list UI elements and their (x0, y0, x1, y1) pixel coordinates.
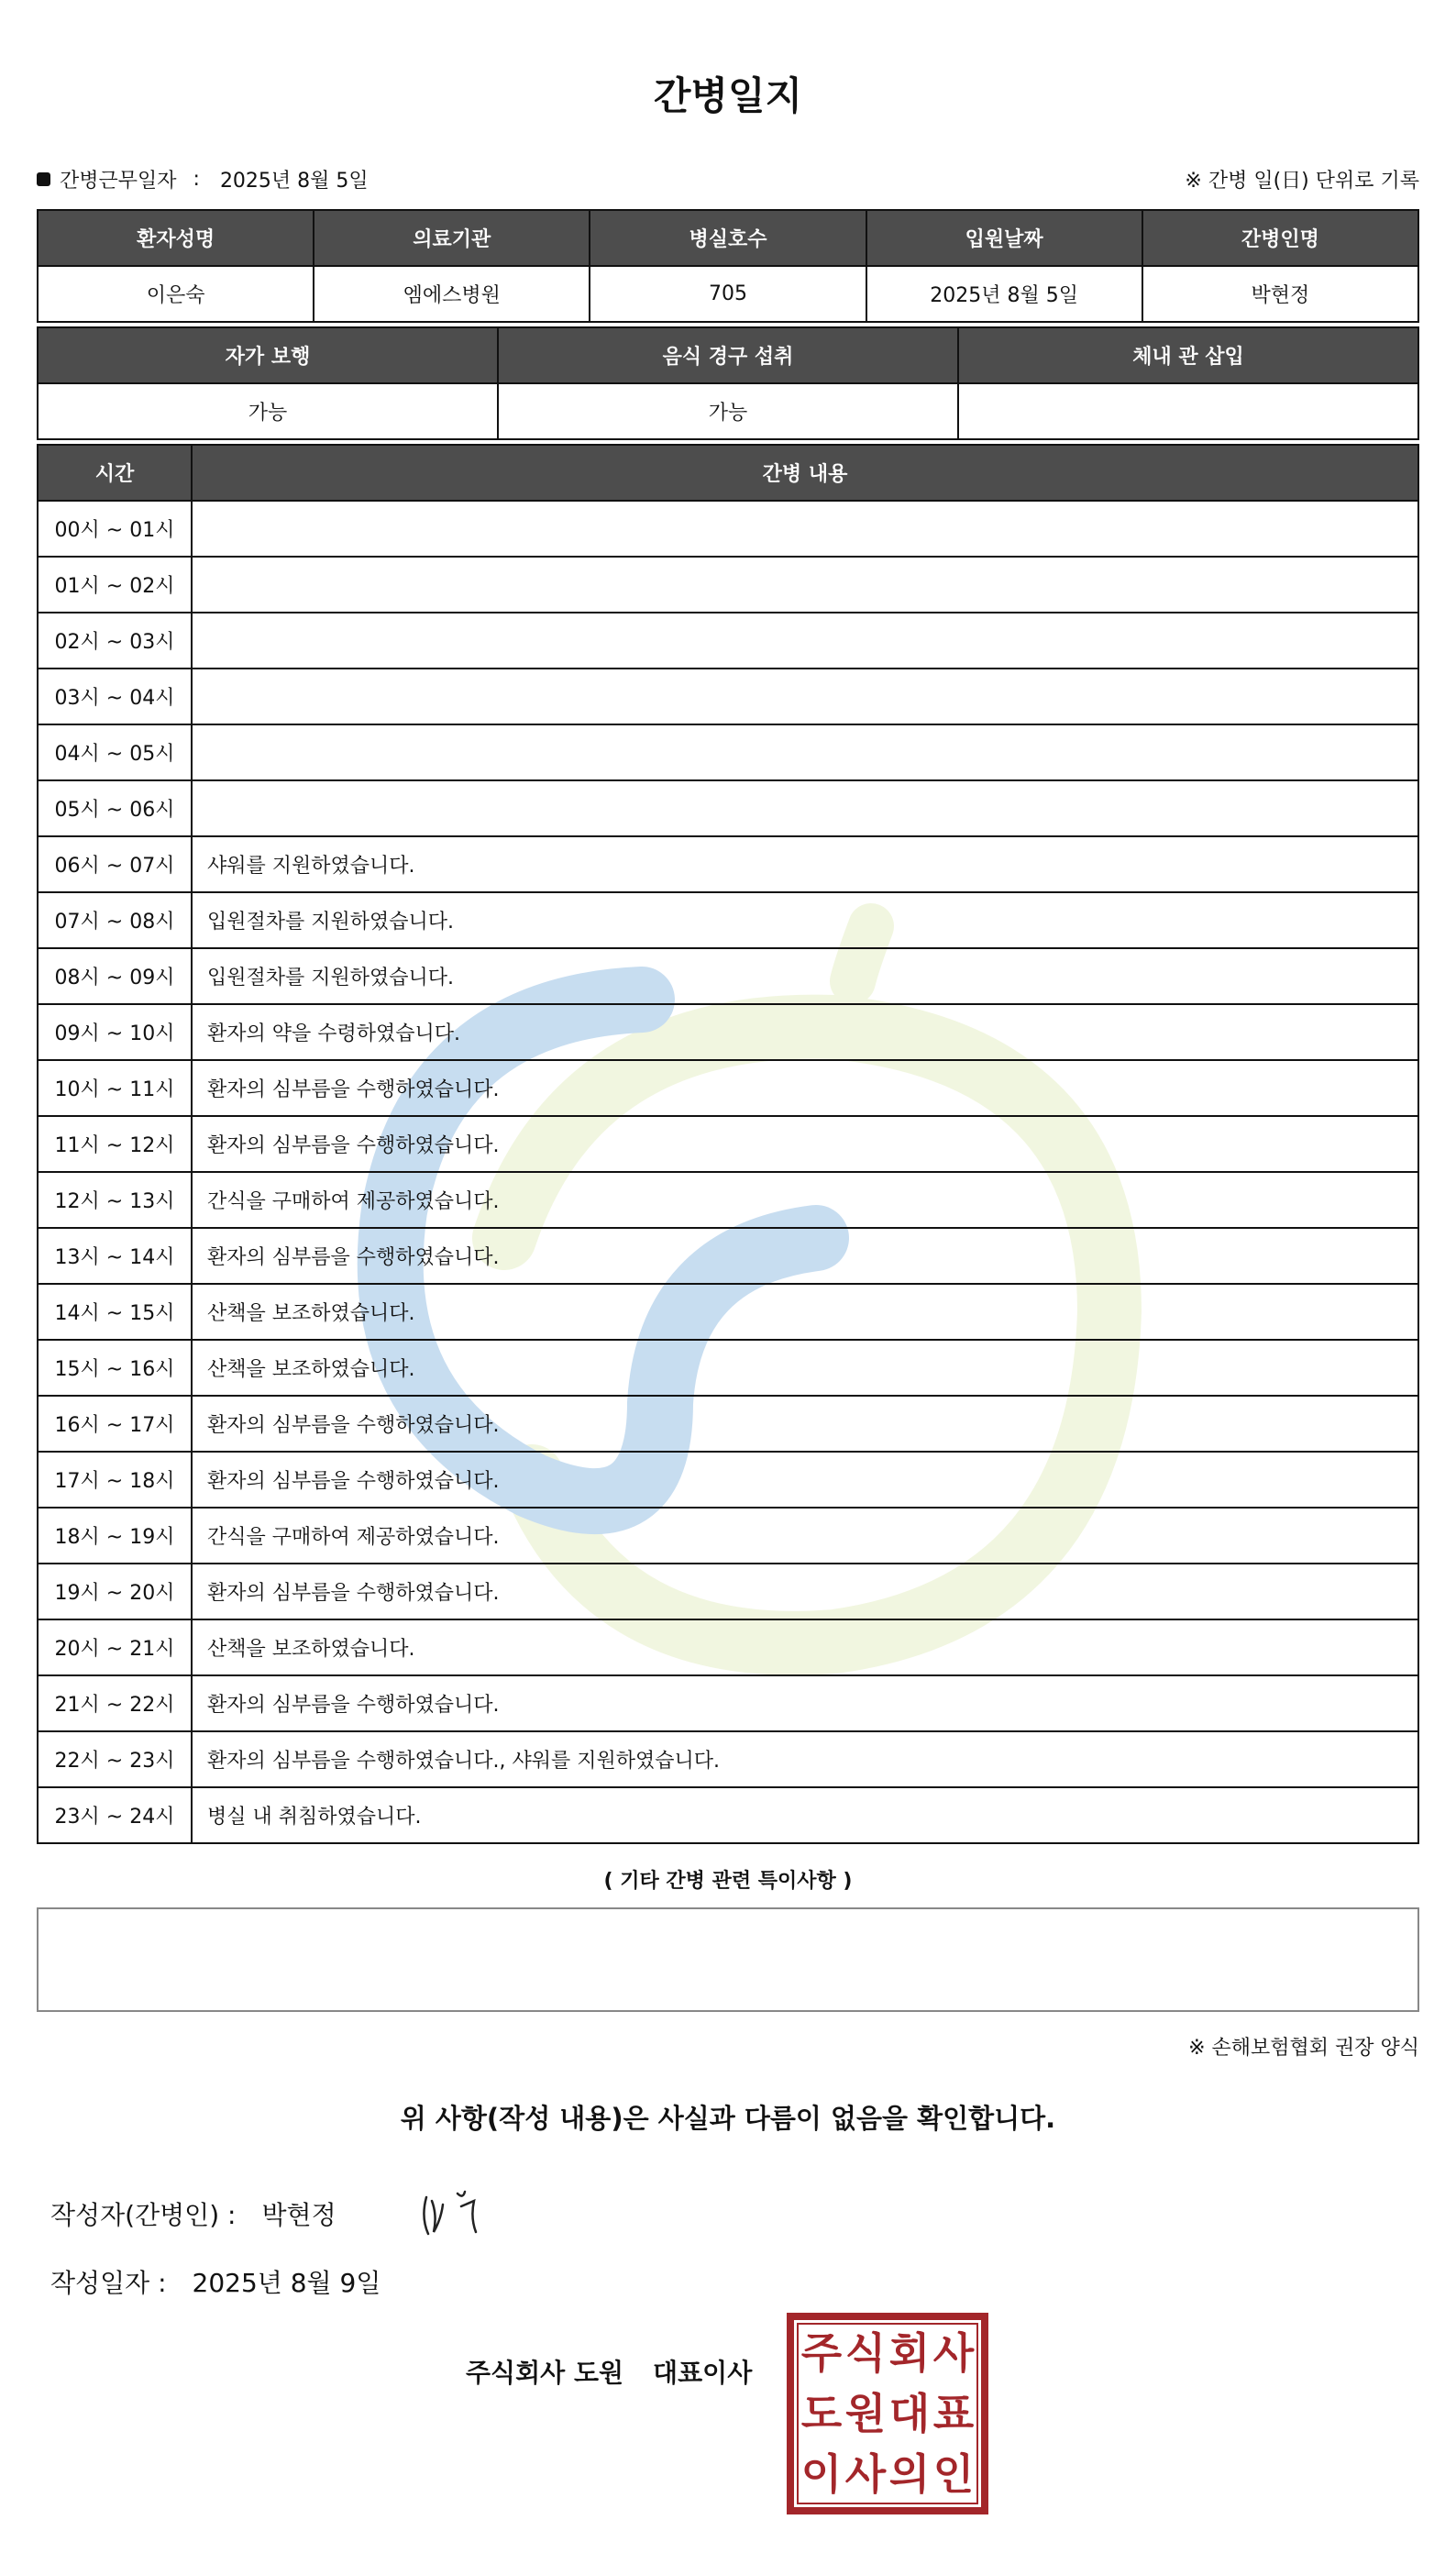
company-seal-stamp-icon (785, 2311, 990, 2516)
patient-info-table (37, 209, 1419, 323)
written-date-label: 작성일자 : (50, 2268, 167, 2298)
content-cell: 환자의 심부름을 수행하였습니다., 샤워를 지원하였습니다. (192, 1731, 1418, 1787)
content-cell: 간식을 구매하여 제공하였습니다. (192, 1508, 1418, 1564)
time-cell: 01시 ~ 02시 (38, 557, 192, 613)
company-name: 주식회사 도원 (466, 2358, 624, 2388)
seal-char: 도 (800, 2389, 843, 2438)
time-cell: 03시 ~ 04시 (38, 669, 192, 724)
time-cell: 14시 ~ 15시 (38, 1284, 192, 1340)
time-cell: 15시 ~ 16시 (38, 1340, 192, 1396)
content-cell: 입원절차를 지원하였습니다. (192, 948, 1418, 1004)
work-date-label: 간병근무일자 (60, 170, 177, 193)
patient-status-table (37, 326, 1419, 440)
header-oral-intake: 음식 경구 섭취 (498, 327, 958, 383)
work-date-colon: : (193, 168, 200, 191)
content-cell: 환자의 심부름을 수행하였습니다. (192, 1228, 1418, 1284)
seal-char: 사 (932, 2328, 975, 2378)
notes-box (37, 1907, 1419, 2012)
company-signature-line (466, 2353, 752, 2390)
table-row (38, 557, 1418, 613)
content-cell: 환자의 심부름을 수행하였습니다. (192, 1675, 1418, 1731)
table-row (38, 1060, 1418, 1116)
content-cell: 산책을 보조하였습니다. (192, 1619, 1418, 1675)
table-row (38, 892, 1418, 948)
seal-char: 이 (800, 2449, 843, 2499)
table-row (38, 1619, 1418, 1675)
notes-title: ( 기타 간병 관련 특이사항 ) (603, 1870, 853, 1893)
time-cell: 07시 ~ 08시 (38, 892, 192, 948)
table-row (38, 1787, 1418, 1843)
table-row (38, 780, 1418, 836)
table-row (38, 1508, 1418, 1564)
seal-char: 의 (888, 2449, 931, 2499)
header-care-content: 간병 내용 (192, 445, 1418, 501)
seal-char: 회 (888, 2328, 931, 2378)
header-admission-date: 입원날짜 (866, 210, 1142, 266)
content-cell: 산책을 보조하였습니다. (192, 1340, 1418, 1396)
content-cell (192, 724, 1418, 780)
table-row (38, 1564, 1418, 1619)
written-date-value: 2025년 8월 9일 (192, 2268, 381, 2298)
admission-date: 2025년 8월 5일 (866, 266, 1142, 322)
self-walking-value: 가능 (38, 383, 498, 439)
time-cell: 23시 ~ 24시 (38, 1787, 192, 1843)
written-date-line (50, 2263, 381, 2300)
representative-title: 대표이사 (653, 2358, 753, 2388)
header-tube-insertion: 체내 관 삽입 (958, 327, 1418, 383)
seal-char: 식 (844, 2328, 887, 2378)
time-cell: 18시 ~ 19시 (38, 1508, 192, 1564)
time-cell: 08시 ~ 09시 (38, 948, 192, 1004)
caregiver-name: 박현정 (1142, 266, 1418, 322)
room-number: 705 (590, 266, 866, 322)
content-cell: 샤워를 지원하였습니다. (192, 836, 1418, 892)
content-cell: 환자의 심부름을 수행하였습니다. (192, 1396, 1418, 1452)
content-cell (192, 557, 1418, 613)
header-caregiver-name: 간병인명 (1142, 210, 1418, 266)
daily-record-note: ※ 간병 일(日) 단위로 기록 (1185, 170, 1419, 193)
time-cell: 02시 ~ 03시 (38, 613, 192, 669)
content-cell (192, 780, 1418, 836)
content-cell: 환자의 심부름을 수행하였습니다. (192, 1452, 1418, 1508)
handwritten-signature-icon (417, 2181, 491, 2245)
seal-char: 표 (932, 2389, 975, 2438)
table-row (38, 1731, 1418, 1787)
work-date-value: 2025년 8월 5일 (219, 170, 369, 193)
time-cell: 09시 ~ 10시 (38, 1004, 192, 1060)
table-row (38, 836, 1418, 892)
header-time: 시간 (38, 445, 192, 501)
table-row (38, 613, 1418, 669)
time-cell: 06시 ~ 07시 (38, 836, 192, 892)
table-row (38, 1452, 1418, 1508)
seal-char: 대 (888, 2389, 931, 2438)
time-cell: 19시 ~ 20시 (38, 1564, 192, 1619)
bullet-icon (37, 172, 50, 186)
content-cell: 환자의 심부름을 수행하였습니다. (192, 1564, 1418, 1619)
time-cell: 20시 ~ 21시 (38, 1619, 192, 1675)
time-cell: 04시 ~ 05시 (38, 724, 192, 780)
table-row (38, 669, 1418, 724)
time-cell: 00시 ~ 01시 (38, 501, 192, 557)
care-log-table (37, 444, 1419, 1844)
seal-char: 인 (932, 2449, 975, 2499)
table-row (38, 1172, 1418, 1228)
content-cell: 간식을 구매하여 제공하였습니다. (192, 1172, 1418, 1228)
time-cell: 11시 ~ 12시 (38, 1116, 192, 1172)
header-self-walking: 자가 보행 (38, 327, 498, 383)
patient-name: 이은숙 (38, 266, 314, 322)
content-cell: 환자의 심부름을 수행하였습니다. (192, 1116, 1418, 1172)
content-cell (192, 669, 1418, 724)
table-row (38, 1396, 1418, 1452)
content-cell: 환자의 심부름을 수행하였습니다. (192, 1060, 1418, 1116)
content-cell: 산책을 보조하였습니다. (192, 1284, 1418, 1340)
author-name: 박현정 (261, 2200, 336, 2230)
table-row (38, 948, 1418, 1004)
content-cell (192, 501, 1418, 557)
page-title: 간병일지 (653, 73, 803, 118)
content-cell: 입원절차를 지원하였습니다. (192, 892, 1418, 948)
table-row (38, 1340, 1418, 1396)
hospital-name: 엠에스병원 (314, 266, 590, 322)
author-label: 작성자(간병인) : (50, 2200, 237, 2230)
seal-char: 주 (800, 2328, 843, 2378)
form-footnote: ※ 손해보험협회 권장 양식 (1188, 2037, 1419, 2060)
content-cell: 환자의 약을 수령하였습니다. (192, 1004, 1418, 1060)
time-cell: 16시 ~ 17시 (38, 1396, 192, 1452)
table-row (38, 1675, 1418, 1731)
table-row (38, 501, 1418, 557)
table-row (38, 1284, 1418, 1340)
tube-insertion-value (958, 383, 1418, 439)
table-row (38, 1228, 1418, 1284)
time-cell: 12시 ~ 13시 (38, 1172, 192, 1228)
time-cell: 10시 ~ 11시 (38, 1060, 192, 1116)
confirmation-statement: 위 사항(작성 내용)은 사실과 다름이 없음을 확인합니다. (400, 2103, 1056, 2134)
time-cell: 05시 ~ 06시 (38, 780, 192, 836)
time-cell: 17시 ~ 18시 (38, 1452, 192, 1508)
table-row (38, 1116, 1418, 1172)
seal-char: 원 (844, 2389, 887, 2438)
content-cell: 병실 내 취침하였습니다. (192, 1787, 1418, 1843)
content-cell (192, 613, 1418, 669)
table-row (38, 724, 1418, 780)
author-line (50, 2195, 336, 2232)
table-row (38, 1004, 1418, 1060)
time-cell: 13시 ~ 14시 (38, 1228, 192, 1284)
header-room-number: 병실호수 (590, 210, 866, 266)
seal-char: 사 (844, 2449, 887, 2499)
work-date-line (37, 165, 369, 193)
time-cell: 21시 ~ 22시 (38, 1675, 192, 1731)
header-hospital: 의료기관 (314, 210, 590, 266)
oral-intake-value: 가능 (498, 383, 958, 439)
header-patient-name: 환자성명 (38, 210, 314, 266)
time-cell: 22시 ~ 23시 (38, 1731, 192, 1787)
